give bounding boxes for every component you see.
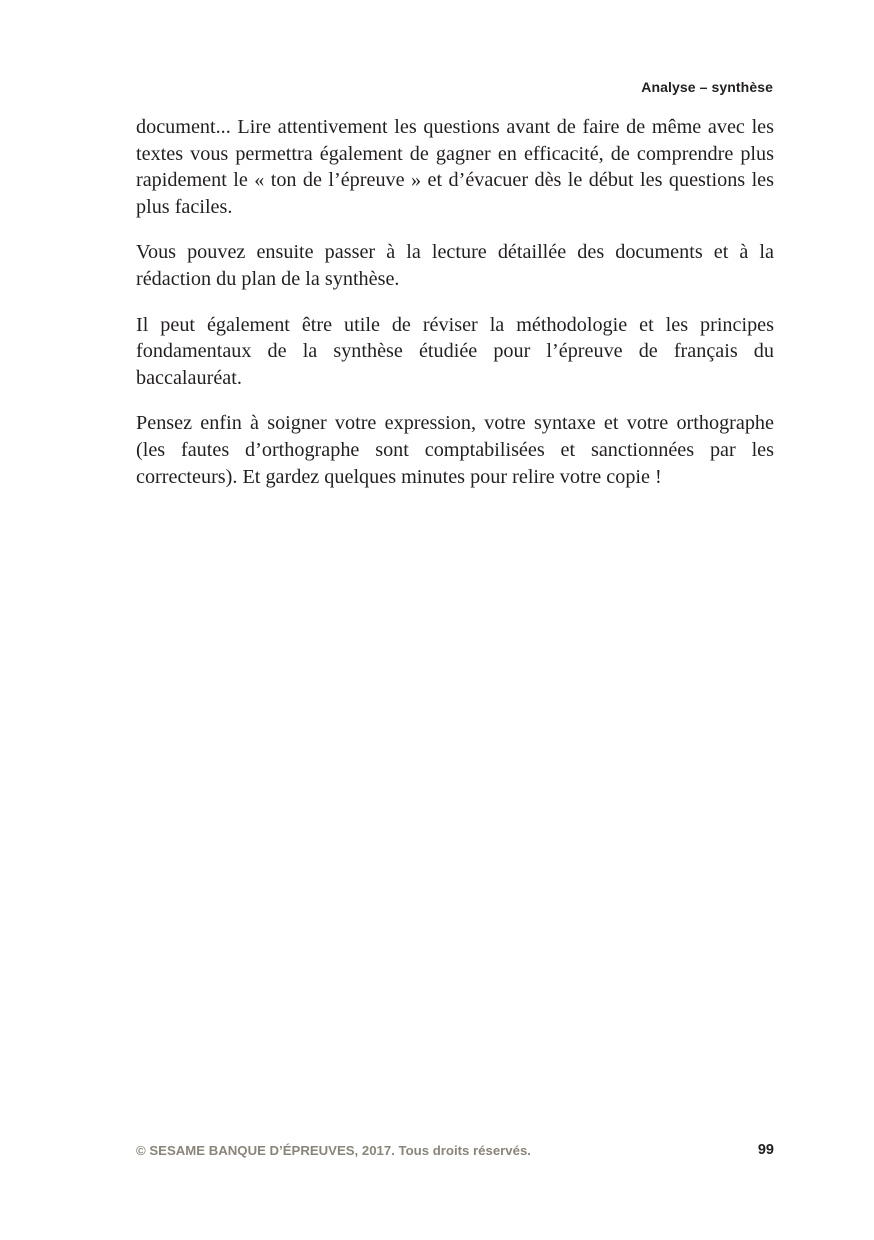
body-text bbox=[136, 114, 774, 509]
page-number: 99 bbox=[757, 1142, 774, 1158]
paragraph-2: Vous pouvez ensuite passer à la lecture détaillée des documents et à la rédaction du plan de la synthèse. bbox=[136, 241, 774, 290]
paragraph-1: document... Lire attentivement les questions avant de faire de même avec les textes vous permettra également de gagner en efficacité, de comprendre plus rapidement le « ton de l’épreuve » et d’évacuer dès le début les questions les plus faciles. bbox=[136, 116, 774, 218]
copyright-notice: © SESAME BANQUE D’ÉPREUVES, 2017. Tous droits réservés. bbox=[136, 1143, 531, 1158]
paragraph-4: Pensez enfin à soigner votre expression, votre syntaxe et votre orthographe (les fautes d’orthographe sont comptabilisées et sanctionnées par les correcteurs). Et gardez quelques minutes pour relire votre copie ! bbox=[136, 412, 774, 488]
running-header: Analyse – synthèse bbox=[641, 79, 773, 95]
paragraph-3: Il peut également être utile de réviser la méthodologie et les principes fondamentaux de la synthèse étudiée pour l’épreuve de français du baccalauréat. bbox=[136, 313, 774, 389]
